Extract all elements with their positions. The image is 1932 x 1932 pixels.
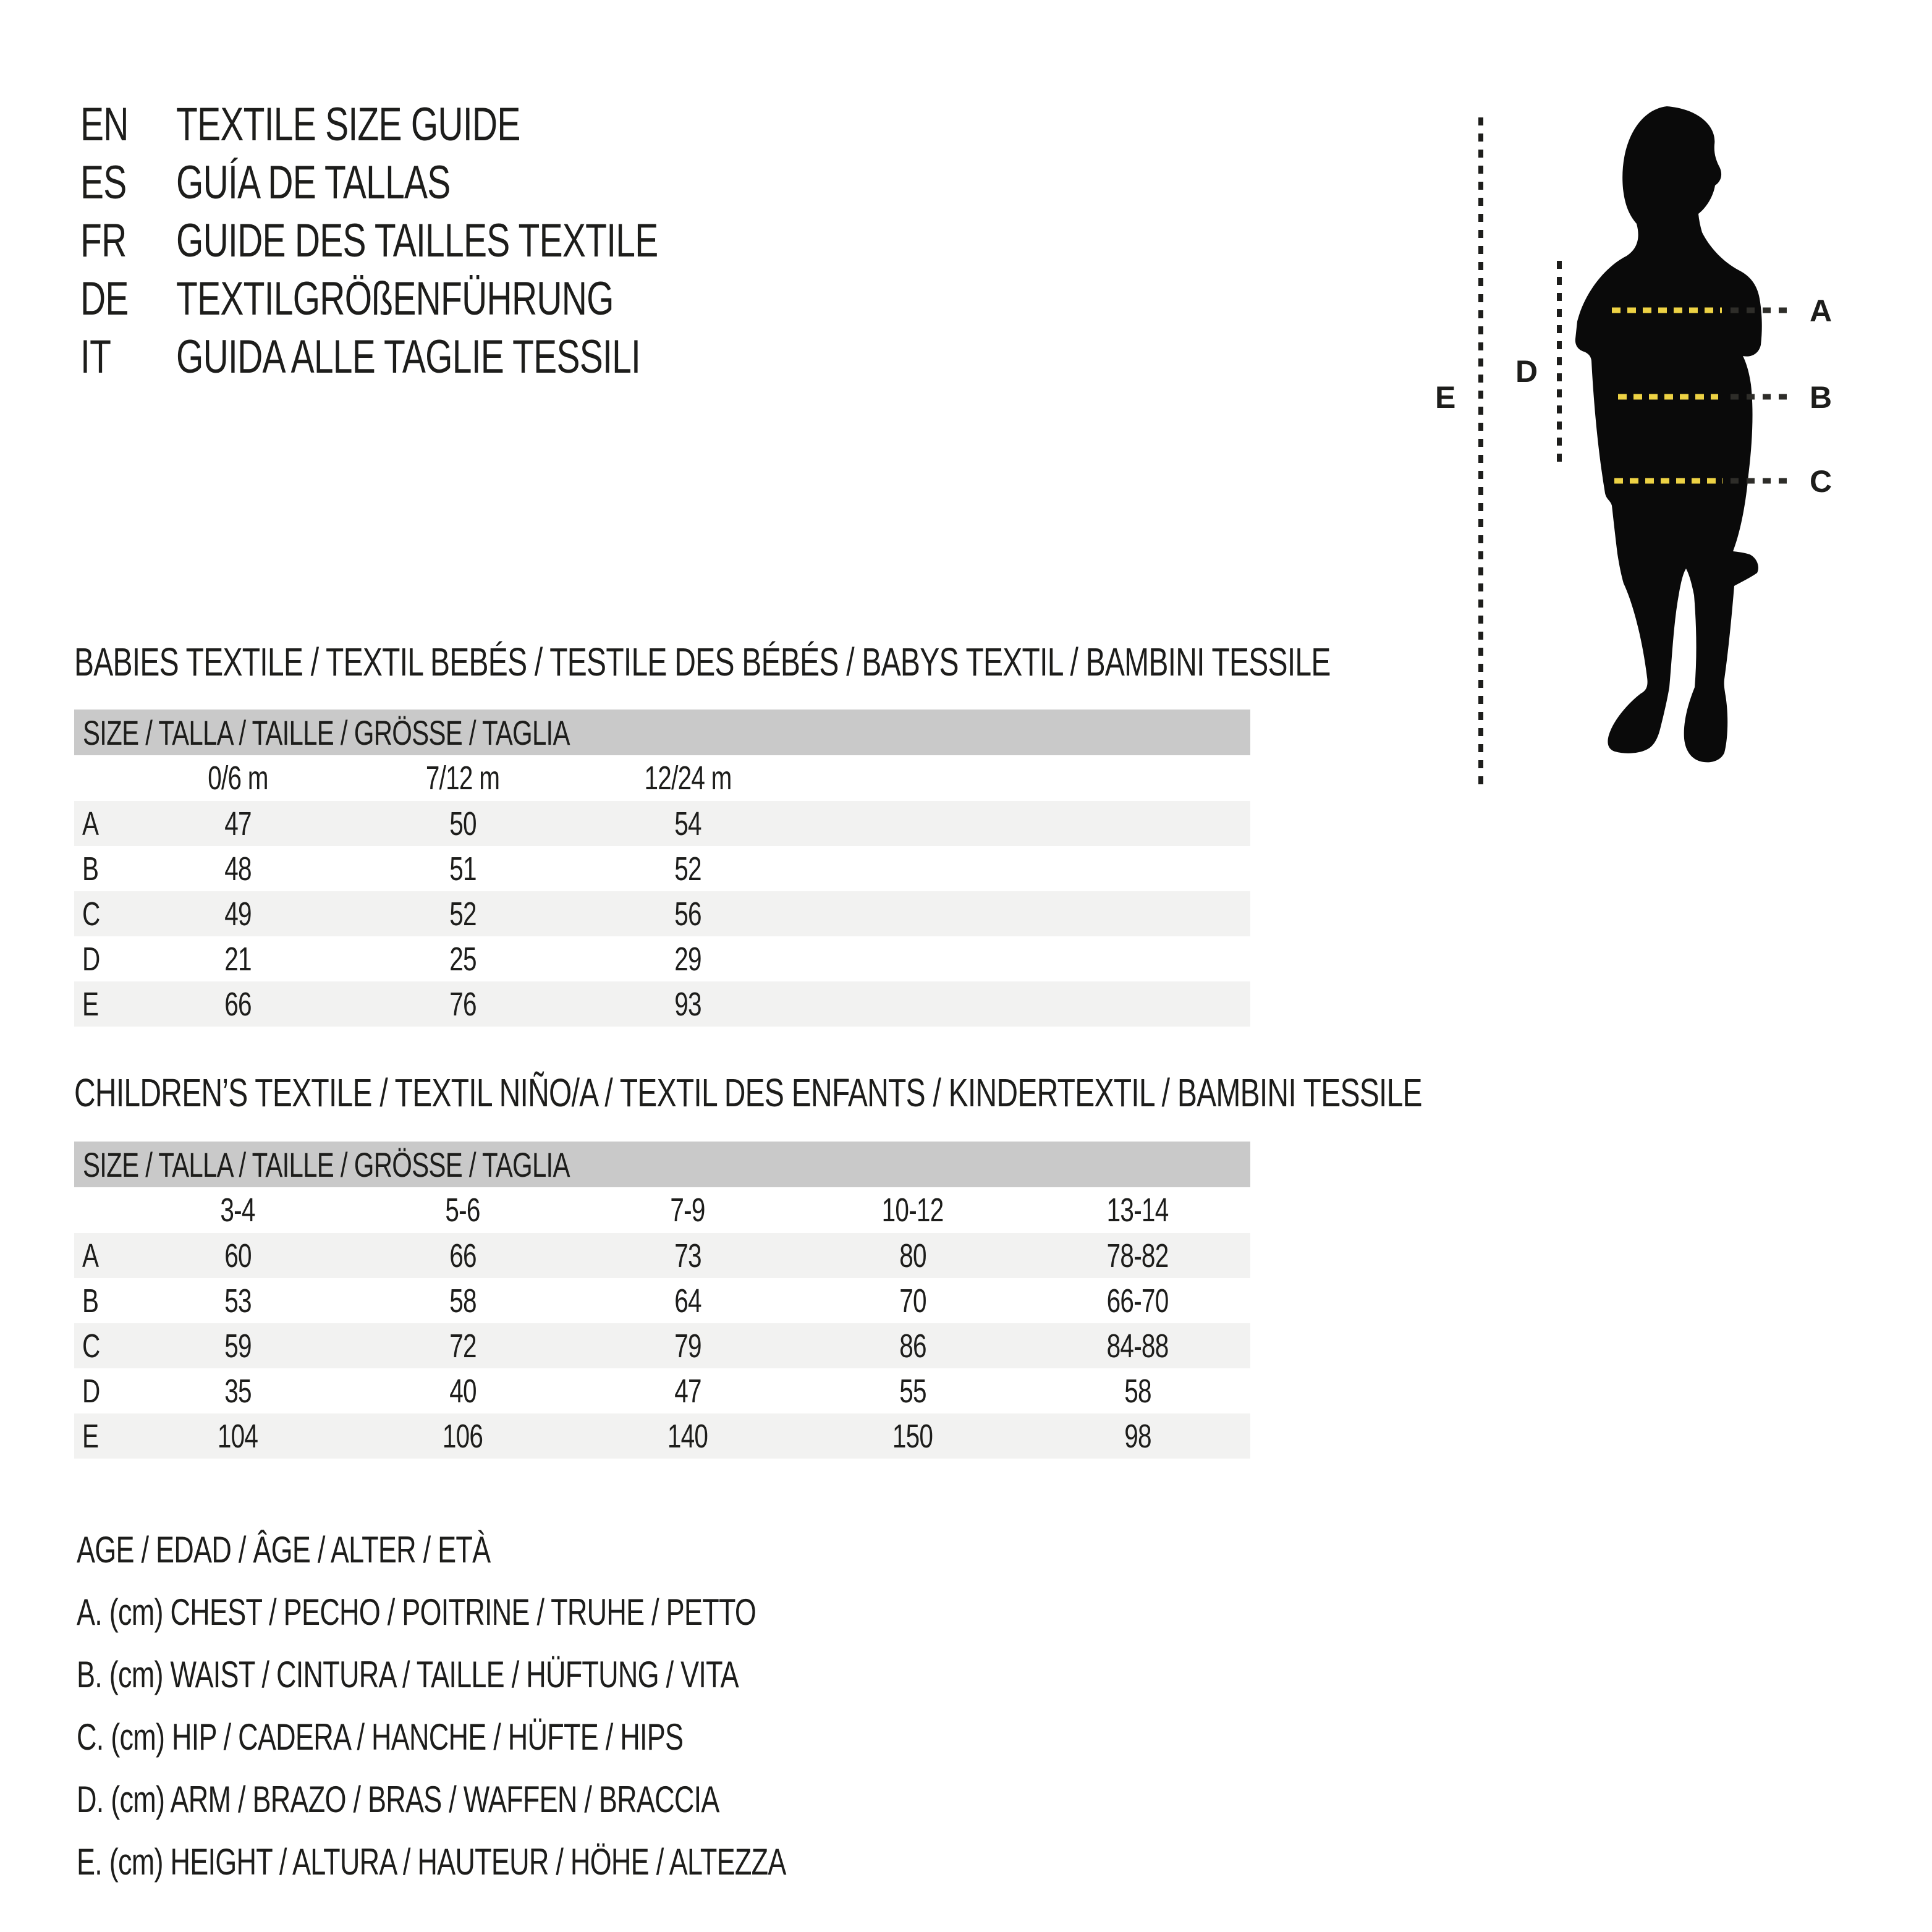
table-row xyxy=(74,1413,1250,1459)
language-row-es xyxy=(80,154,818,212)
row-letter xyxy=(74,801,125,846)
size-value xyxy=(575,1413,800,1459)
size-value xyxy=(800,1323,1025,1368)
legend-text: C. (cm) HIP / CADERA / HANCHE / HÜFTE / HIPS xyxy=(77,1716,684,1758)
language-row-it xyxy=(80,328,818,386)
size-value xyxy=(1025,1278,1250,1323)
language-row-fr xyxy=(80,212,818,270)
size-value xyxy=(1025,1233,1250,1278)
legend-text: AGE / EDAD / ÂGE / ALTER / ETÀ xyxy=(77,1529,491,1570)
size-value-text: 104 xyxy=(218,1417,258,1455)
children-column-header xyxy=(575,1187,800,1233)
empty-corner-cell xyxy=(74,1187,125,1233)
row-letter xyxy=(74,846,125,891)
size-value-text: 150 xyxy=(892,1417,933,1455)
empty-corner-cell xyxy=(74,755,125,801)
size-value xyxy=(800,1233,1025,1278)
legend-text: A. (cm) CHEST / PECHO / POITRINE / TRUHE / PETTO xyxy=(77,1591,756,1633)
row-letter-text: C xyxy=(82,1327,100,1365)
size-value xyxy=(350,1323,575,1368)
size-value xyxy=(350,981,575,1027)
measurement-legend xyxy=(77,1519,1022,1893)
row-letter xyxy=(74,1323,125,1368)
size-value xyxy=(575,801,800,846)
measure-label-d: D xyxy=(1515,354,1538,389)
size-value-text: 73 xyxy=(674,1237,701,1274)
measurement-figure-svg xyxy=(1409,87,1932,803)
size-value-text: 29 xyxy=(674,940,701,978)
size-value xyxy=(350,1278,575,1323)
size-value xyxy=(575,1323,800,1368)
size-value xyxy=(125,891,350,936)
language-code: EN xyxy=(80,98,129,151)
size-value-text: 49 xyxy=(224,895,252,933)
guide-title-es: GUÍA DE TALLAS xyxy=(176,156,451,209)
table-row xyxy=(74,801,1250,846)
legend-line-age xyxy=(77,1519,1022,1581)
size-value-text: 52 xyxy=(449,895,477,933)
size-value xyxy=(125,1323,350,1368)
language-title-list xyxy=(80,96,818,386)
size-value-text: 35 xyxy=(224,1372,252,1410)
measure-label-e: E xyxy=(1435,380,1456,415)
legend-line-height xyxy=(77,1831,1022,1893)
children-table-title-text: CHILDREN’S TEXTILE / TEXTIL NIÑO/A / TEXTIL DES ENFANTS / KINDERTEXTIL / BAMBINI TESSILE xyxy=(74,1070,1422,1115)
size-value xyxy=(575,1233,800,1278)
size-value-text: 54 xyxy=(674,805,701,842)
size-value-text: 72 xyxy=(449,1327,477,1365)
language-code: ES xyxy=(80,156,127,209)
size-value-text: 53 xyxy=(224,1282,252,1320)
size-value xyxy=(125,936,350,981)
size-value-text: 70 xyxy=(899,1282,926,1320)
size-value-text: 40 xyxy=(449,1372,477,1410)
column-header-label: 13-14 xyxy=(1107,1192,1169,1229)
children-size-header-bar xyxy=(74,1142,1250,1187)
size-value-text: 66 xyxy=(449,1237,477,1274)
size-value xyxy=(125,981,350,1027)
row-letter xyxy=(74,981,125,1027)
babies-column-header-row xyxy=(74,755,1250,801)
size-value xyxy=(350,1233,575,1278)
size-value-text: 51 xyxy=(449,850,477,888)
size-value-text: 59 xyxy=(224,1327,252,1365)
size-value-text: 86 xyxy=(899,1327,926,1365)
size-value-text: 52 xyxy=(674,850,701,888)
children-size-header-text: SIZE / TALLA / TAILLE / GRÖSSE / TAGLIA xyxy=(83,1145,570,1184)
size-value-text: 84-88 xyxy=(1107,1327,1169,1365)
children-column-header xyxy=(1025,1187,1250,1233)
table-row xyxy=(74,891,1250,936)
size-value-text: 80 xyxy=(899,1237,926,1274)
babies-column-header xyxy=(575,755,800,801)
size-value-text: 55 xyxy=(899,1372,926,1410)
column-header-label: 7/12 m xyxy=(426,760,500,797)
babies-size-header-bar xyxy=(74,710,1250,755)
babies-table-title-text: BABIES TEXTILE / TEXTIL BEBÉS / TESTILE DES BÉBÉS / BABYS TEXTIL / BAMBINI TESSILE xyxy=(74,640,1331,684)
size-value-text: 93 xyxy=(674,985,701,1023)
column-header-label: 7-9 xyxy=(670,1192,706,1229)
legend-line-waist xyxy=(77,1643,1022,1706)
table-row xyxy=(74,1323,1250,1368)
guide-title-fr: GUIDE DES TAILLES TEXTILE xyxy=(176,214,658,267)
measure-label-a: A xyxy=(1810,294,1832,328)
babies-table-title xyxy=(74,640,1749,684)
row-letter-text: D xyxy=(82,940,100,978)
guide-title-it: GUIDA ALLE TAGLIE TESSILI xyxy=(176,331,641,383)
column-header-label: 3-4 xyxy=(220,1192,256,1229)
legend-text: B. (cm) WAIST / CINTURA / TAILLE / HÜFTUNG / VITA xyxy=(77,1654,739,1695)
legend-line-hip xyxy=(77,1706,1022,1768)
guide-title-de: TEXTILGRÖßENFÜHRUNG xyxy=(176,273,614,325)
size-value-text: 47 xyxy=(674,1372,701,1410)
babies-column-header xyxy=(350,755,575,801)
language-code: IT xyxy=(80,331,111,383)
size-value xyxy=(125,1368,350,1413)
legend-text: D. (cm) ARM / BRAZO / BRAS / WAFFEN / BRACCIA xyxy=(77,1779,719,1820)
row-letter xyxy=(74,1413,125,1459)
size-value xyxy=(575,981,800,1027)
size-value-text: 66 xyxy=(224,985,252,1023)
row-letter-text: E xyxy=(82,1417,99,1455)
children-column-header xyxy=(800,1187,1025,1233)
size-value-text: 56 xyxy=(674,895,701,933)
size-value xyxy=(800,1368,1025,1413)
size-value xyxy=(125,1233,350,1278)
row-letter xyxy=(74,1233,125,1278)
table-row xyxy=(74,1368,1250,1413)
column-header-label: 10-12 xyxy=(882,1192,944,1229)
size-value xyxy=(575,891,800,936)
children-size-table xyxy=(74,1142,1250,1459)
size-value xyxy=(350,1368,575,1413)
column-header-label: 0/6 m xyxy=(208,760,268,797)
size-value xyxy=(125,1413,350,1459)
children-column-header xyxy=(125,1187,350,1233)
size-value xyxy=(125,846,350,891)
size-value-text: 79 xyxy=(674,1327,701,1365)
size-value xyxy=(575,1368,800,1413)
measure-label-b: B xyxy=(1810,380,1832,415)
language-row-en xyxy=(80,96,818,154)
size-value-text: 60 xyxy=(224,1237,252,1274)
children-column-header-row xyxy=(74,1187,1250,1233)
size-value-text: 58 xyxy=(449,1282,477,1320)
size-value xyxy=(1025,1413,1250,1459)
size-value-text: 66-70 xyxy=(1107,1282,1169,1320)
table-row xyxy=(74,846,1250,891)
size-value xyxy=(350,1413,575,1459)
size-value-text: 106 xyxy=(443,1417,483,1455)
size-value xyxy=(350,801,575,846)
row-letter-text: A xyxy=(82,1237,99,1274)
language-row-de xyxy=(80,270,818,328)
size-value xyxy=(350,846,575,891)
row-letter xyxy=(74,1278,125,1323)
children-column-header xyxy=(350,1187,575,1233)
row-letter xyxy=(74,1368,125,1413)
guide-title-en: TEXTILE SIZE GUIDE xyxy=(176,98,520,151)
size-value-text: 25 xyxy=(449,940,477,978)
size-value-text: 64 xyxy=(674,1282,701,1320)
table-row xyxy=(74,936,1250,981)
size-value-text: 76 xyxy=(449,985,477,1023)
language-code: DE xyxy=(80,273,129,325)
table-row xyxy=(74,981,1250,1027)
size-value xyxy=(575,846,800,891)
size-value xyxy=(125,1278,350,1323)
row-letter-text: E xyxy=(82,985,99,1023)
size-value xyxy=(575,936,800,981)
size-value-text: 48 xyxy=(224,850,252,888)
babies-size-header-text: SIZE / TALLA / TAILLE / GRÖSSE / TAGLIA xyxy=(83,713,570,752)
legend-line-arm xyxy=(77,1768,1022,1831)
legend-text: E. (cm) HEIGHT / ALTURA / HAUTEUR / HÖHE / ALTEZZA xyxy=(77,1841,786,1883)
column-header-label: 12/24 m xyxy=(644,760,732,797)
size-value xyxy=(350,936,575,981)
size-value-text: 140 xyxy=(667,1417,708,1455)
row-letter-text: C xyxy=(82,895,100,933)
size-value-text: 78-82 xyxy=(1107,1237,1169,1274)
size-value-text: 58 xyxy=(1124,1372,1151,1410)
babies-column-header xyxy=(125,755,350,801)
table-row xyxy=(74,1233,1250,1278)
size-value xyxy=(575,1278,800,1323)
size-value xyxy=(800,1413,1025,1459)
measurement-figure xyxy=(1409,87,1932,803)
babies-size-table xyxy=(74,710,1250,1027)
row-letter-text: B xyxy=(82,1282,99,1320)
table-row xyxy=(74,1278,1250,1323)
children-table-title xyxy=(74,1071,1871,1114)
size-value xyxy=(1025,1323,1250,1368)
size-value-text: 21 xyxy=(224,940,252,978)
size-value xyxy=(350,891,575,936)
language-code: FR xyxy=(80,214,127,267)
measure-label-c: C xyxy=(1810,464,1832,499)
legend-line-chest xyxy=(77,1581,1022,1643)
size-value xyxy=(800,1278,1025,1323)
row-letter-text: D xyxy=(82,1372,100,1410)
size-value-text: 47 xyxy=(224,805,252,842)
size-value xyxy=(1025,1368,1250,1413)
row-letter xyxy=(74,936,125,981)
column-header-label: 5-6 xyxy=(445,1192,481,1229)
size-value-text: 98 xyxy=(1124,1417,1151,1455)
row-letter-text: B xyxy=(82,850,99,888)
row-letter-text: A xyxy=(82,805,99,842)
size-value-text: 50 xyxy=(449,805,477,842)
row-letter xyxy=(74,891,125,936)
size-value xyxy=(125,801,350,846)
